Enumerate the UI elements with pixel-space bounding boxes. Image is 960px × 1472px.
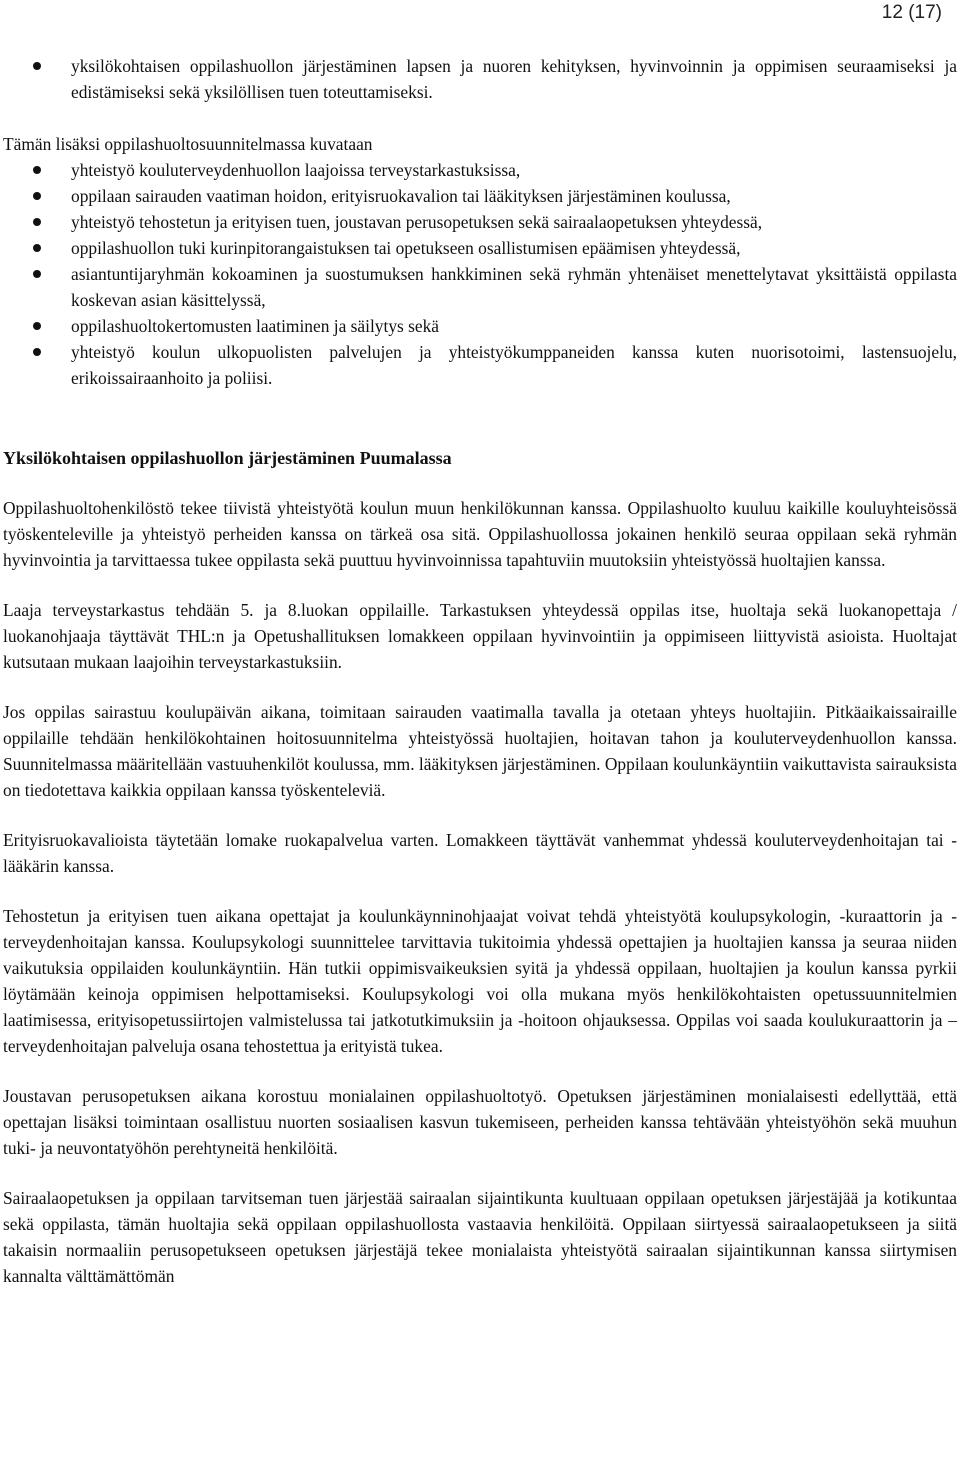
bullet-list xyxy=(3,157,957,391)
paragraph: Jos oppilas sairastuu koulupäivän aikana, toimitaan sairauden vaatimalla tavalla ja otetaan yhteys huoltajiin. Pitkäaikaissairaille oppilaille tehdään henkilökohtainen hoitosuunnitelma yhteistyössä huoltajien, hoitavan tahon ja kouluterveydenhuollon kanssa. Suunnitelmassa määritellään vastuuhenkilöt koulussa, mm. lääkityksen järjestäminen. Oppilaan koulunkäyntiin vaikuttavista sairauksista on tiedotettava kaikkia oppilaan kanssa työskenteleviä. xyxy=(3,702,957,800)
paragraph: Tehostetun ja erityisen tuen aikana opettajat ja koulunkäynninohjaajat voivat tehdä yhteistyötä koulupsykologin, -kuraattorin ja -terveydenhoitajan kanssa. Koulupsykologi suunnittelee tarvittavia tukitoimia yhdessä opettajien ja huoltajien kanssa ja seuraa niiden vaikutuksia oppilaiden koulunkäyntiin. Hän tutkii oppimisvaikeuksien syitä ja yhdessä oppilaan, huoltajien ja koulun kanssa pyrkii löytämään keinoja oppimisen helpottamiseksi. Koulupsykologi voi olla mukana myös henkilökohtaisten opetussuunnitelmien laatimisessa, erityisopetussiirtojen valmistelussa tai jatkotutkimuksiin ja -hoitoon ohjauksessa. Oppilas voi saada koulukuraattorin ja –terveydenhoitajan palveluja osana tehostettua ja erityistä tukea. xyxy=(3,906,957,1056)
document-body xyxy=(3,53,957,1313)
paragraph: Oppilashuoltohenkilöstö tekee tiivistä yhteistyötä koulun muun henkilökunnan kanssa. Oppilashuolto kuuluu kaikille kouluyhteisössä työskenteleville ja yhteistyö perheiden kanssa on tärkeä osa sitä. Oppilashuollossa jokainen henkilö seuraa oppilaan sekä ryhmän hyvinvointia ja tarvittaessa tukee oppilasta sekä puuttuu hyvinvoinnissa tapahtuviin muutoksiin yhteistyössä huoltajien kanssa. xyxy=(3,498,957,570)
paragraph: Erityisruokavalioista täytetään lomake ruokapalvelua varten. Lomakkeen täyttävät vanhemmat yhdessä kouluterveydenhoitajan tai -lääkärin kanssa. xyxy=(3,830,957,876)
paragraph: Joustavan perusopetuksen aikana korostuu monialainen oppilashuoltotyö. Opetuksen järjestäminen monialaisesti edellyttää, että opettajan lisäksi toimintaan osallistuu nuorten sosiaalisen kasvun tukemiseen, perheiden kanssa tehtävään yhteistyöhön sekä muuhun tuki- ja neuvontatyöhön perehtyneitä henkilöitä. xyxy=(3,1086,957,1158)
list-item: yhteistyö tehostetun ja erityisen tuen, joustavan perusopetuksen sekä sairaalaopetuksen yhteydessä, xyxy=(3,209,957,235)
list-item: yhteistyö koulun ulkopuolisten palvelujen ja yhteistyökumppaneiden kanssa kuten nuorisotoimi, lastensuojelu, erikoissairaanhoito ja poliisi. xyxy=(3,339,957,391)
list-item: oppilashuoltokertomusten laatiminen ja säilytys sekä xyxy=(3,313,957,339)
list-item: oppilaan sairauden vaatiman hoidon, erityisruokavalion tai lääkityksen järjestäminen koulussa, xyxy=(3,183,957,209)
intro-text: Tämän lisäksi oppilashuoltosuunnitelmassa kuvataan xyxy=(3,134,373,154)
list-item: yksilökohtaisen oppilashuollon järjestäminen lapsen ja nuoren kehityksen, hyvinvoinnin ja oppimisen seuraamiseksi ja edistämiseksi sekä yksilöllisen tuen toteuttamiseksi. xyxy=(3,53,957,105)
paragraph: Sairaalaopetuksen ja oppilaan tarvitseman tuen järjestää sairaalan sijaintikunta kuultuaan oppilaan opetuksen järjestäjää ja kotikuntaa sekä oppilasta, tämän huoltajia sekä oppilaan oppilashuollosta vastaavia henkilöitä. Oppilaan siirtyessä sairaalaopetukseen ja siitä takaisin normaaliin perusopetukseen opetuksen järjestäjä tekee monialaista yhteistyötä sairaalan sijaintikunnan kanssa siirtymisen kannalta välttämättömän xyxy=(3,1188,957,1286)
list-item: asiantuntijaryhmän kokoaminen ja suostumuksen hankkiminen sekä ryhmän yhtenäiset menettelytavat yksittäistä oppilasta koskevan asian käsittelyssä, xyxy=(3,261,957,313)
list-item: yhteistyö kouluterveydenhuollon laajoissa terveystarkastuksissa, xyxy=(3,157,957,183)
page-number: 12 (17) xyxy=(881,2,942,23)
paragraph: Laaja terveystarkastus tehdään 5. ja 8.luokan oppilaille. Tarkastuksen yhteydessä oppilas itse, huoltaja sekä luokanopettaja / luokanohjaaja täyttävät THL:n ja Opetushallituksen lomakkeen oppilaan hyvinvointiin ja oppimiseen liittyvistä asioista. Huoltajat kutsutaan mukaan laajoihin terveystarkastuksiin. xyxy=(3,600,957,672)
top-bullet-list xyxy=(3,53,957,105)
list-item: oppilashuollon tuki kurinpitorangaistuksen tai opetukseen osallistumisen epäämisen yhteydessä, xyxy=(3,235,957,261)
section-heading: Yksilökohtaisen oppilashuollon järjestäminen Puumalassa xyxy=(3,448,452,468)
